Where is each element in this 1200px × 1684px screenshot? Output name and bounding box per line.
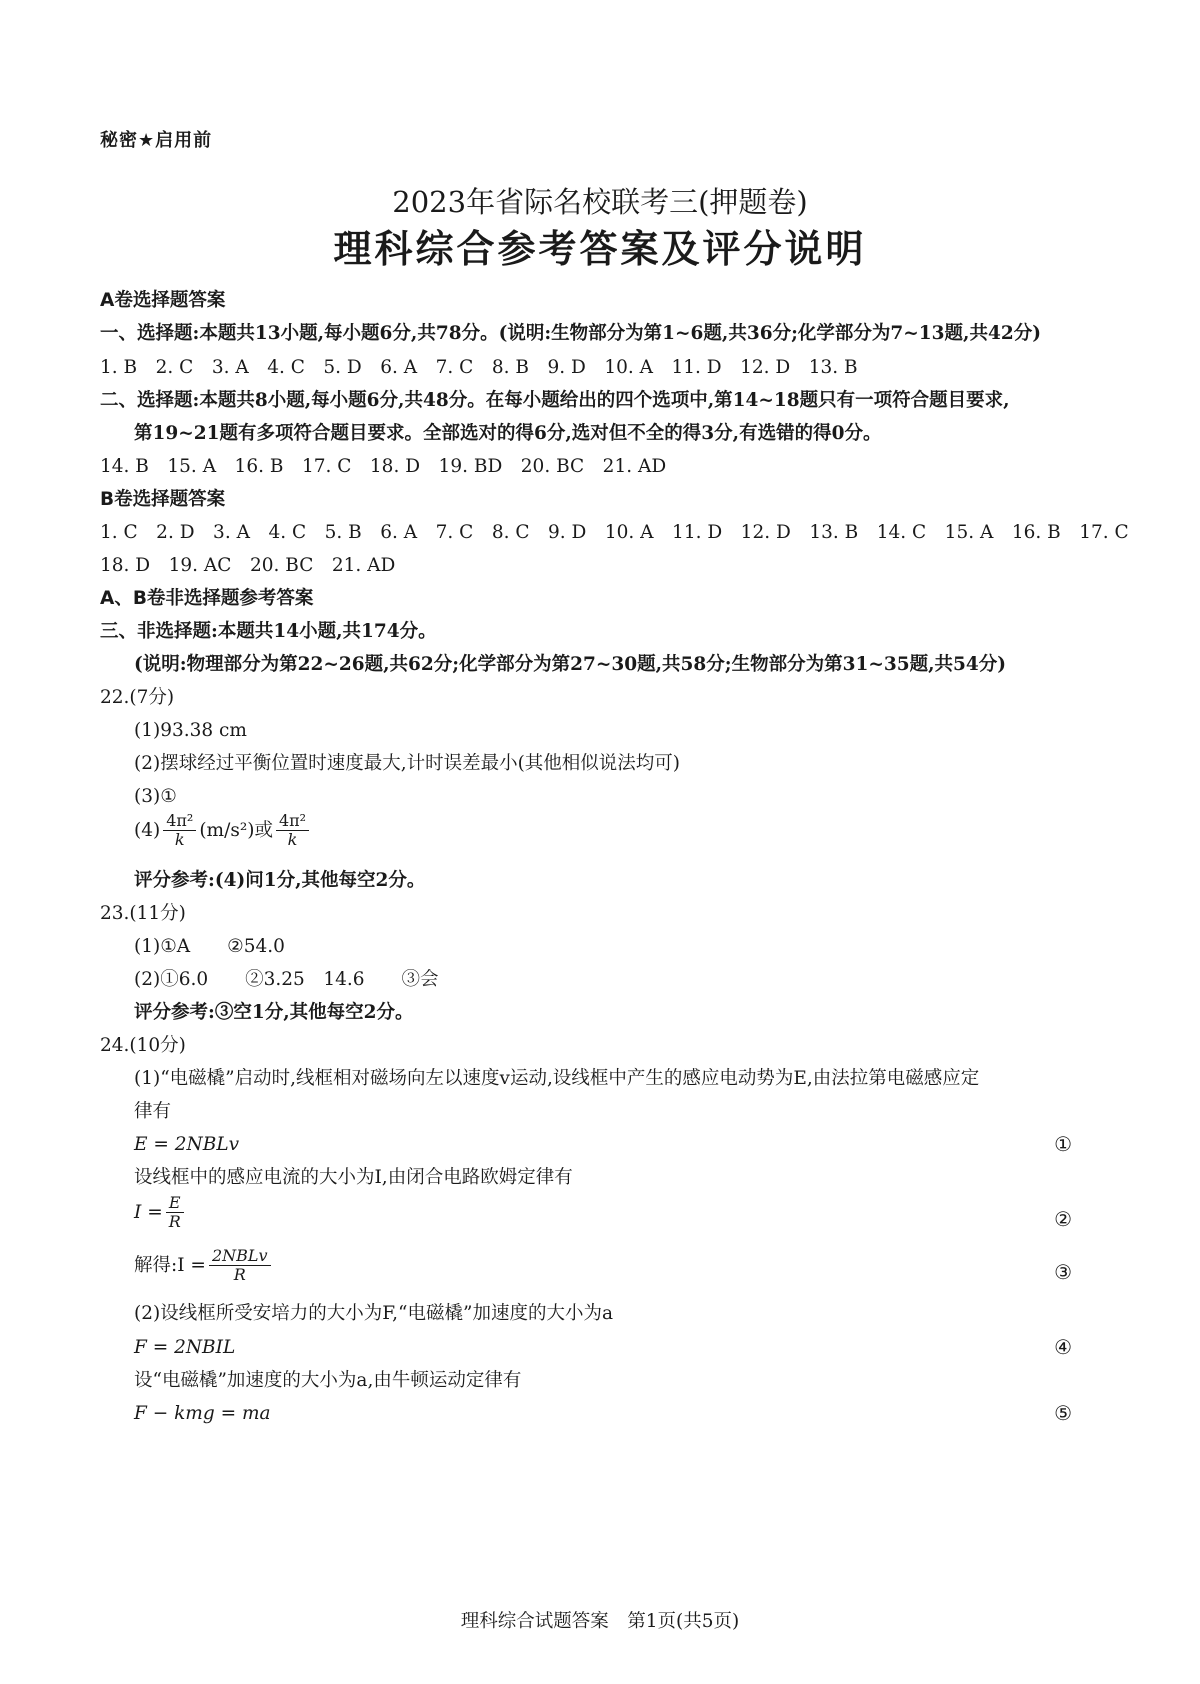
equation-tag-4: ④ bbox=[1054, 1335, 1072, 1359]
q24-paragraph-2: 设线框中的感应电流的大小为I,由闭合电路欧姆定律有 bbox=[134, 1167, 573, 1188]
equation-tag-3: ③ bbox=[1054, 1260, 1072, 1284]
fraction-numerator: 4π² bbox=[163, 812, 196, 831]
equation-prefix: 解得:I = bbox=[134, 1254, 206, 1276]
q24-equation-5: F − kmg = ma bbox=[134, 1403, 271, 1424]
q22-answer-2: (2)摆球经过平衡位置时速度最大,计时误差最小(其他相似说法均可) bbox=[134, 753, 681, 774]
q22-answer-3: (3)① bbox=[134, 786, 177, 807]
q23-scoring: 评分参考:③空1分,其他每空2分。 bbox=[134, 1002, 414, 1023]
q22-answer-4 bbox=[134, 812, 312, 850]
equation-tag-2: ② bbox=[1054, 1207, 1072, 1231]
fraction-denominator: k bbox=[174, 830, 185, 850]
q23-answer-1: (1)①A ②54.0 bbox=[134, 936, 285, 957]
fraction bbox=[163, 812, 196, 850]
q23-answer-2: (2)①6.0 ②3.25 14.6 ③会 bbox=[134, 969, 439, 990]
fraction-numerator: 2NBLv bbox=[209, 1247, 271, 1266]
q24-paragraph-4: 设“电磁橇”加速度的大小为a,由牛顿运动定律有 bbox=[134, 1370, 522, 1391]
q24-header: 24.(10分) bbox=[100, 1035, 186, 1056]
a-mc-heading: A卷选择题答案 bbox=[100, 290, 226, 311]
document-title: 理科综合参考答案及评分说明 bbox=[333, 227, 867, 271]
part3-note: (说明:物理部分为第22~26题,共62分;化学部分为第27~30题,共58分;生物部分为第31~35题,共54分) bbox=[134, 654, 1007, 675]
a-answers-14-21: 14. B 15. A 16. B 17. C 18. D 19. BD 20. BC 21. AD bbox=[100, 456, 667, 477]
q23-header: 23.(11分) bbox=[100, 903, 186, 924]
q22-answer-1: (1)93.38 cm bbox=[134, 720, 247, 741]
fraction bbox=[209, 1247, 271, 1285]
part3-description: 三、非选择题:本题共14小题,共174分。 bbox=[100, 621, 437, 642]
fraction bbox=[276, 812, 309, 850]
b-mc-heading: B卷选择题答案 bbox=[100, 489, 226, 510]
ab-nonmc-heading: A、B卷非选择题参考答案 bbox=[100, 588, 314, 609]
fraction bbox=[166, 1194, 184, 1232]
equation-tag-5: ⑤ bbox=[1054, 1401, 1072, 1425]
q24-equation-2 bbox=[134, 1194, 187, 1232]
b-answers-1-17: 1. C 2. D 3. A 4. C 5. B 6. A 7. C 8. C 9. D 10. A 11. D 12. D 13. B 14. C 15. A 16. B 17. C bbox=[100, 522, 1129, 543]
equation-tag-1: ① bbox=[1054, 1132, 1072, 1156]
q24-equation-1: E = 2NBLv bbox=[134, 1134, 240, 1155]
a-answers-1-13: 1. B 2. C 3. A 4. C 5. D 6. A 7. C 8. B 9. D 10. A 11. D 12. D 13. B bbox=[100, 357, 858, 378]
fraction-denominator: R bbox=[233, 1265, 246, 1285]
q22-answer-4-unit: (m/s²)或 bbox=[199, 819, 273, 841]
part2-description-1: 二、选择题:本题共8小题,每小题6分,共48分。在每小题给出的四个选项中,第14~18题只有一项符合题目要求, bbox=[100, 390, 1010, 411]
page-footer: 理科综合试题答案 第1页(共5页) bbox=[460, 1611, 740, 1632]
fraction-denominator: k bbox=[287, 830, 298, 850]
fraction-denominator: R bbox=[168, 1212, 181, 1232]
part2-description-2: 第19~21题有多项符合题目要求。全部选对的得6分,选对但不全的得3分,有选错的得0分。 bbox=[134, 423, 882, 444]
part1-description: 一、选择题:本题共13小题,每小题6分,共78分。(说明:生物部分为第1~6题,共36分;化学部分为7~13题,共42分) bbox=[100, 323, 1041, 344]
q24-equation-3 bbox=[134, 1247, 274, 1285]
q22-answer-4-prefix: (4) bbox=[134, 819, 161, 841]
confidential-label: 秘密★启用前 bbox=[100, 130, 213, 151]
q22-scoring: 评分参考:(4)问1分,其他每空2分。 bbox=[134, 870, 426, 891]
b-answers-18-21: 18. D 19. AC 20. BC 21. AD bbox=[100, 555, 396, 576]
q24-part1-line2: 律有 bbox=[134, 1101, 172, 1122]
q24-paragraph-3: (2)设线框所受安培力的大小为F,“电磁橇”加速度的大小为a bbox=[134, 1303, 613, 1324]
fraction-numerator: 4π² bbox=[276, 812, 309, 831]
q22-header: 22.(7分) bbox=[100, 687, 175, 708]
q24-part1-line1: (1)“电磁橇”启动时,线框相对磁场向左以速度v运动,设线框中产生的感应电动势为E,由法拉第电磁感应定 bbox=[134, 1068, 980, 1089]
exam-title: 2023年省际名校联考三(押题卷) bbox=[392, 185, 808, 219]
equation-lhs: I = bbox=[134, 1201, 163, 1223]
fraction-numerator: E bbox=[166, 1194, 184, 1213]
q24-equation-4: F = 2NBIL bbox=[134, 1337, 236, 1358]
